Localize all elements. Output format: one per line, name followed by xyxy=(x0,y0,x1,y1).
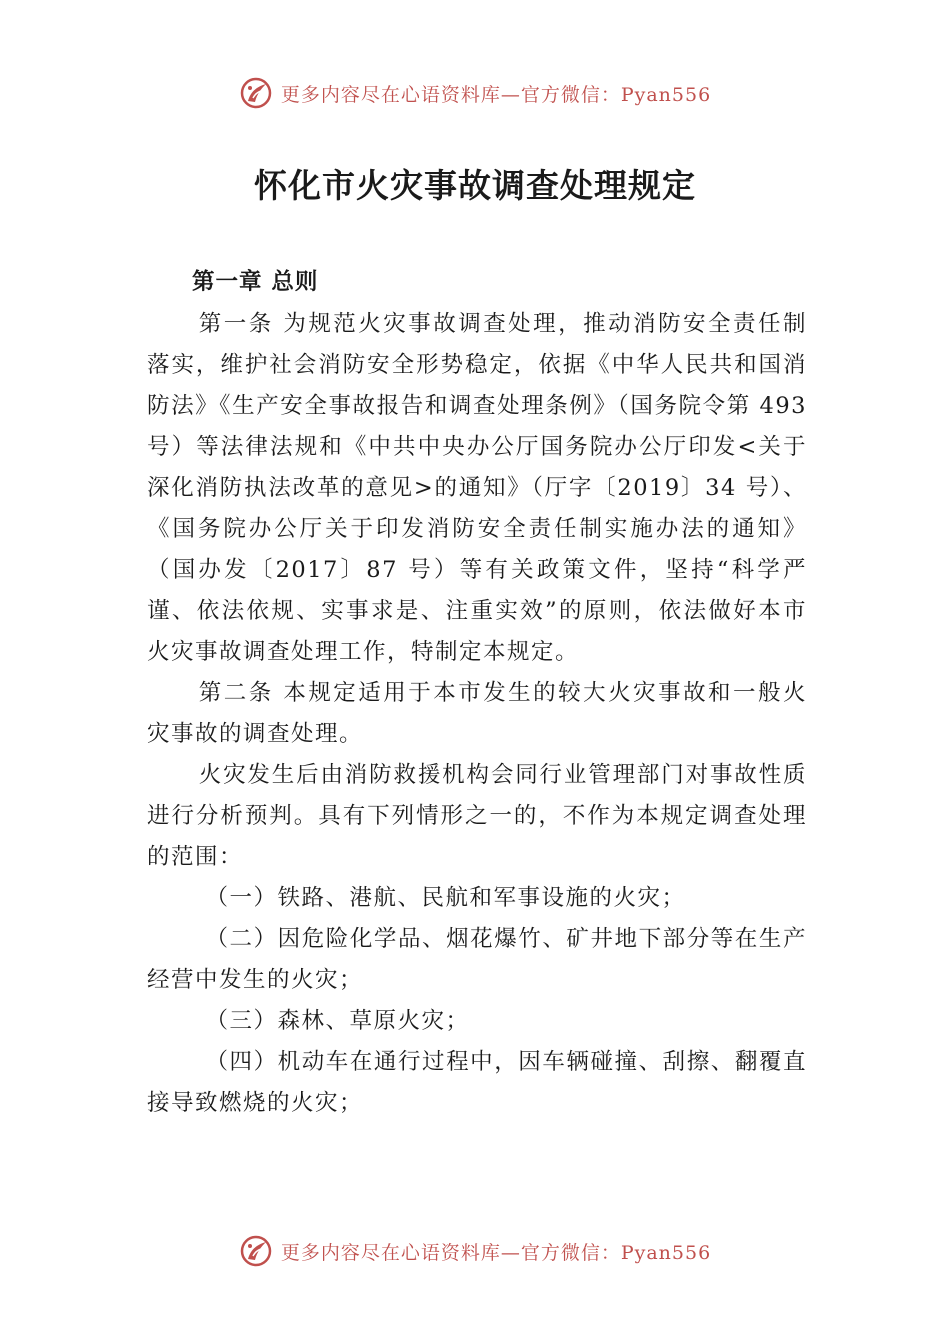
article-1-paragraph: 第一条 为规范火灾事故调查处理，推动消防安全责任制落实，维护社会消防安全形势稳定，依据《中华人民共和国消防法》《生产安全事故报告和调查处理条例》（国务院令第 493 号）等法律法规和《中共中央办公厅国务院办公厅印发<关于深化消防执法改革的意见>的通知》（厅字〔2019〕34 号）、《国务院办公厅关于印发消防安全责任制实施办法的通知》（国办发〔2017〕87 号）等有关政策文件，坚持“科学严谨、依法依规、实事求是、注重实效”的原则，依法做好本市火灾事故调查处理工作，特制定本规定。 xyxy=(147,311,807,665)
chapter-heading: 第一章 总则 xyxy=(192,269,319,295)
list-item: （三）森林、草原火灾； xyxy=(205,1008,470,1034)
watermark-text: 更多内容尽在心语资料库—官方微信：Pyan556 xyxy=(280,1241,712,1264)
watermark-footer xyxy=(0,1234,950,1268)
flame-logo-icon xyxy=(239,76,273,110)
article-2-paragraph: 第二条 本规定适用于本市发生的较大火灾事故和一般火灾事故的调查处理。 xyxy=(147,680,807,747)
watermark-header xyxy=(0,76,950,110)
document-title: 怀化市火灾事故调查处理规定 xyxy=(254,166,696,205)
watermark-text: 更多内容尽在心语资料库—官方微信：Pyan556 xyxy=(280,83,712,106)
list-item: （二）因危险化学品、烟花爆竹、矿井地下部分等在生产经营中发生的火灾； xyxy=(147,926,807,993)
scope-paragraph: 火灾发生后由消防救援机构会同行业管理部门对事故性质进行分析预判。具有下列情形之一的，不作为本规定调查处理的范围： xyxy=(147,762,807,870)
flame-logo-icon xyxy=(239,1234,273,1268)
list-item: （四）机动车在通行过程中，因车辆碰撞、刮擦、翻覆直接导致燃烧的火灾； xyxy=(147,1049,807,1116)
document-body xyxy=(147,262,807,1124)
list-item: （一）铁路、港航、民航和军事设施的火灾； xyxy=(205,885,686,911)
